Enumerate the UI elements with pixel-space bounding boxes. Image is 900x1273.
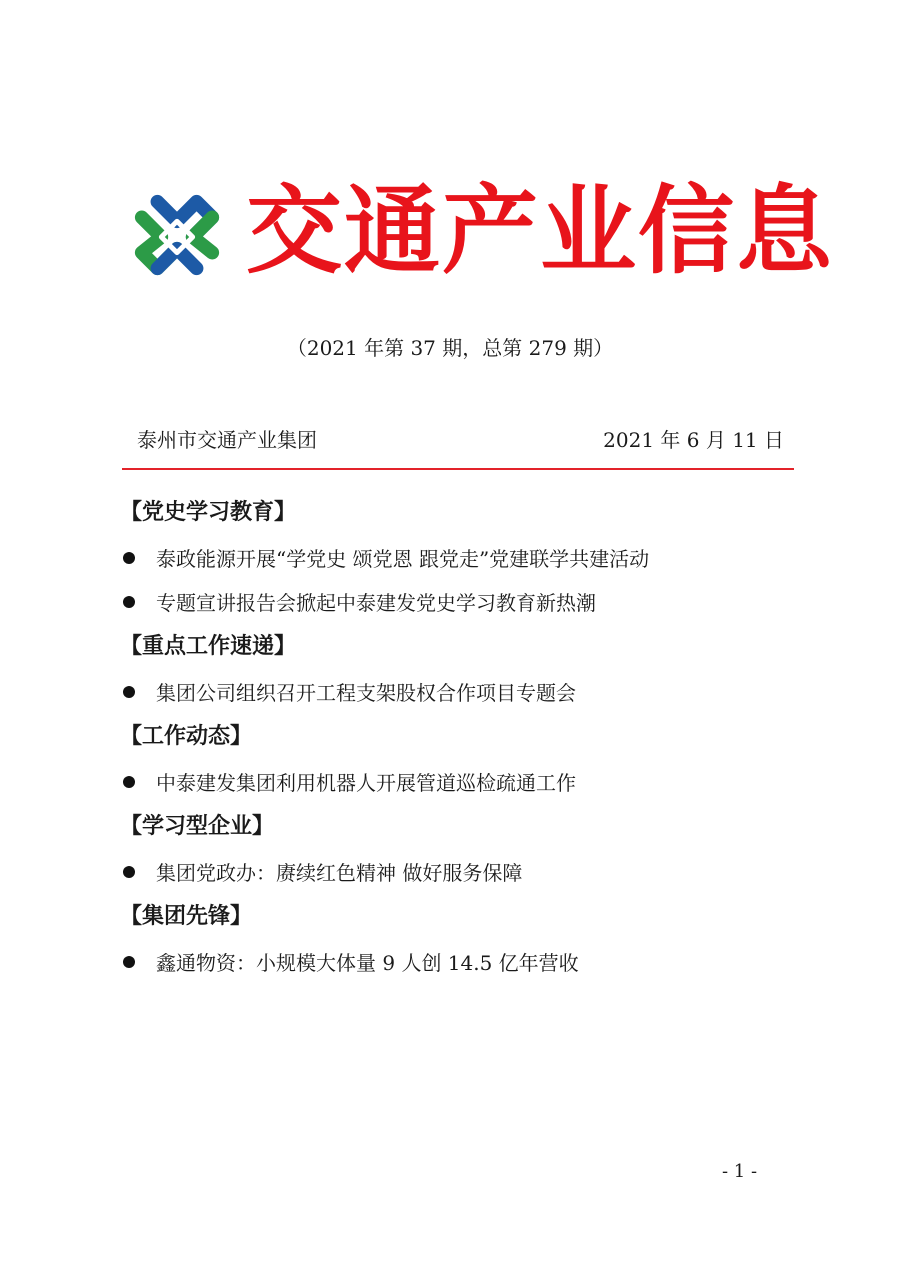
publication-title: 交通产业信息 bbox=[246, 175, 834, 287]
item-text: 专题宣讲报告会掀起中泰建发党史学习教育新热潮 bbox=[156, 591, 596, 615]
section-title: 【重点工作速递】 bbox=[120, 634, 297, 659]
section-key-work bbox=[120, 630, 800, 710]
issue-line: （2021 年第 37 期，总第 279 期） bbox=[286, 336, 614, 360]
list-item[interactable] bbox=[120, 542, 800, 576]
item-text: 集团公司组织召开工程支架股权合作项目专题会 bbox=[156, 681, 576, 705]
list-item[interactable] bbox=[120, 766, 800, 800]
section-title: 【工作动态】 bbox=[120, 724, 253, 749]
section-party-history bbox=[120, 496, 800, 620]
section-pioneers bbox=[120, 900, 800, 980]
item-text: 中泰建发集团利用机器人开展管道巡检疏通工作 bbox=[156, 771, 576, 795]
publication-date: 2021 年 6 月 11 日 bbox=[603, 428, 784, 452]
item-text: 集团党政办：赓续红色精神 做好服务保障 bbox=[156, 861, 523, 885]
list-item[interactable] bbox=[120, 586, 800, 620]
bullet-icon bbox=[123, 686, 135, 698]
bullet-icon bbox=[123, 776, 135, 788]
bullet-icon bbox=[123, 866, 135, 878]
list-item[interactable] bbox=[120, 676, 800, 710]
section-title: 【党史学习教育】 bbox=[120, 500, 297, 525]
section-learning-enterprise bbox=[120, 810, 800, 890]
interlocking-knot-logo-icon bbox=[128, 188, 226, 282]
organization-name: 泰州市交通产业集团 bbox=[137, 428, 317, 452]
bullet-icon bbox=[123, 956, 135, 968]
section-title: 【学习型企业】 bbox=[120, 814, 275, 839]
page-number: - 1 - bbox=[722, 1161, 758, 1182]
table-of-contents bbox=[120, 496, 800, 990]
list-item[interactable] bbox=[120, 856, 800, 890]
item-text: 鑫通物资：小规模大体量 9 人创 14.5 亿年营收 bbox=[156, 951, 579, 975]
list-item[interactable] bbox=[120, 946, 800, 980]
bullet-icon bbox=[123, 552, 135, 564]
bullet-icon bbox=[123, 596, 135, 608]
masthead bbox=[128, 172, 834, 292]
item-text: 泰政能源开展“学党史 颂党恩 跟党走”党建联学共建活动 bbox=[156, 547, 650, 571]
section-title: 【集团先锋】 bbox=[120, 904, 253, 929]
header-divider bbox=[122, 468, 794, 470]
section-work-news bbox=[120, 720, 800, 800]
